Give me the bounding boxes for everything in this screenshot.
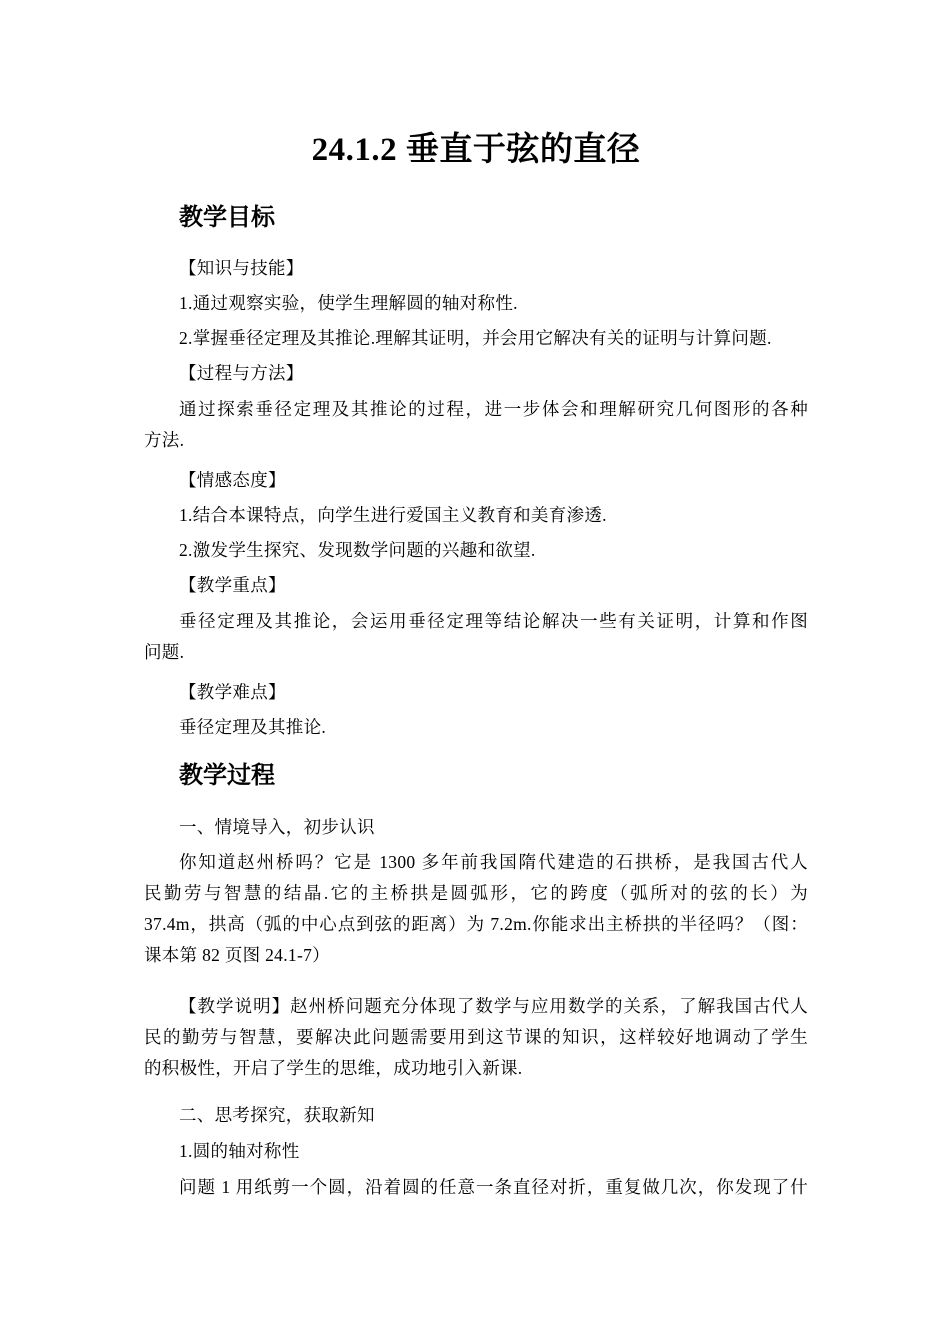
difficulty-label: 【教学难点】 (179, 682, 286, 702)
document-title: 24.1.2 垂直于弦的直径 (311, 132, 641, 168)
process-method-text: 通过探索垂径定理及其推论的过程，进一步体会和理解研究几何图形的各种 方法. (144, 399, 808, 450)
process-method-label: 【过程与方法】 (179, 363, 304, 383)
knowledge-item-1: 1.通过观察实验，使学生理解圆的轴对称性. (179, 293, 518, 313)
knowledge-item-2: 2.掌握垂径定理及其推论.理解其证明，并会用它解决有关的证明与计算问题. (179, 328, 772, 348)
step2-heading: 二、思考探究，获取新知 (179, 1105, 375, 1125)
emotion-item-1: 1.结合本课特点，向学生进行爱国主义教育和美育渗透. (179, 505, 607, 525)
knowledge-label: 【知识与技能】 (179, 258, 304, 278)
subsection-axial-symmetry: 1.圆的轴对称性 (179, 1141, 300, 1161)
difficulty-text: 垂径定理及其推论. (179, 717, 327, 737)
question-1-paragraph: 问题 1 用纸剪一个圆，沿着圆的任意一条直径对折，重复做几次，你发现了什 (179, 1177, 808, 1197)
teaching-note-paragraph: 【教学说明】赵州桥问题充分体现了数学与应用数学的关系，了解我国古代人 民的勤劳与智慧，要解决此问题需要用到这节课的知识，这样较好地调动了学生 的积极性，开启了学生的思维，成功地引入新课. (144, 996, 808, 1078)
section-heading-goals: 教学目标 (179, 205, 275, 231)
key-point-text: 垂径定理及其推论，会运用垂径定理等结论解决一些有关证明，计算和作图 问题. (144, 611, 808, 662)
emotion-item-2: 2.激发学生探究、发现数学问题的兴趣和欲望. (179, 540, 536, 560)
section-heading-process: 教学过程 (179, 763, 275, 789)
zhaozhou-bridge-paragraph: 你知道赵州桥吗？它是 1300 多年前我国隋代建造的石拱桥，是我国古代人 民勤劳与智慧的结晶.它的主桥拱是圆弧形，它的跨度（弧所对的弦的长）为 37.4m，拱高（弧的中心点到弦的距离）为 7.2m.你能求出主桥拱的半径吗？（图： 课本第 82 页图 24.1-7） (144, 852, 808, 965)
emotion-label: 【情感态度】 (179, 470, 286, 490)
key-point-label: 【教学重点】 (179, 575, 286, 595)
step1-heading: 一、情境导入，初步认识 (179, 817, 375, 837)
